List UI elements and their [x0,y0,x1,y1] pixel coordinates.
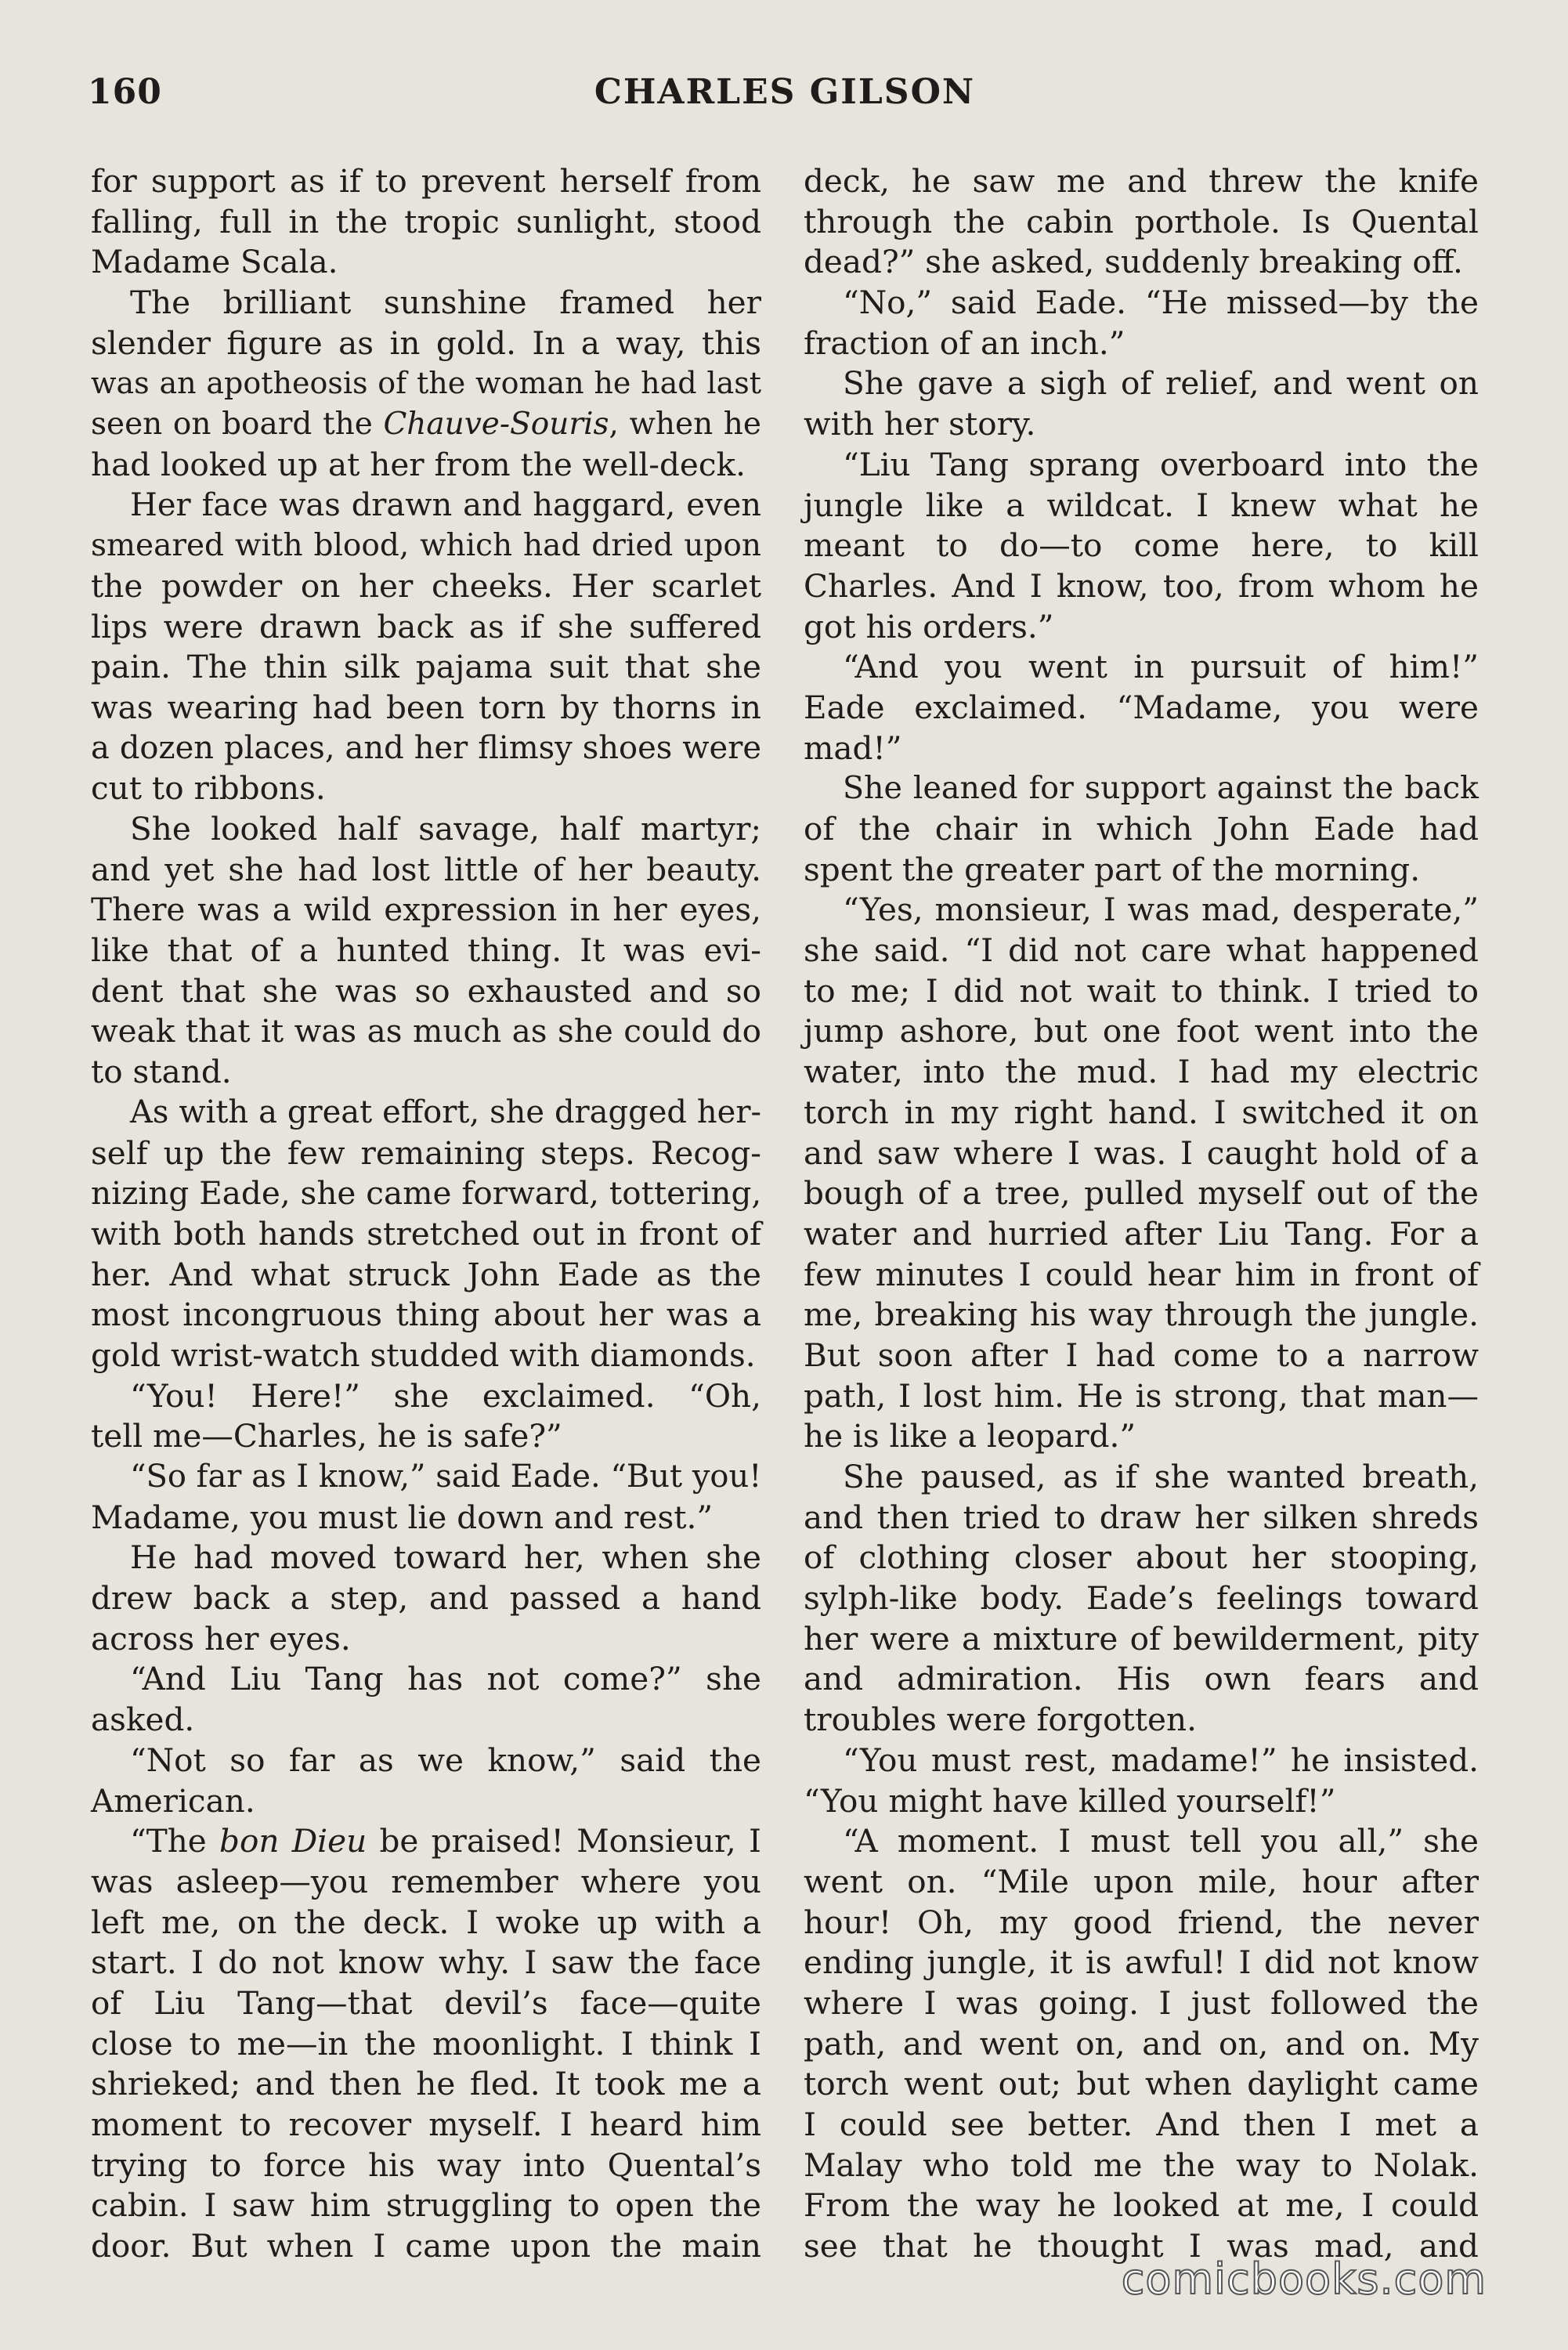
text-line: Her face was drawn and haggard, even [130,486,761,523]
text-line: There was a wild expression in her eyes, [91,891,761,929]
text-line: nizing Eade, she came forward, tottering, [91,1174,762,1213]
text-line: But soon after I had come to a narrow [804,1336,1479,1374]
text-line: He had moved toward her, when she [130,1538,761,1577]
text-line: deck, he saw me and threw the knife [804,162,1479,200]
text-line: troubles were forgotten. [804,1701,1197,1739]
text-line: cabin. I saw him struggling to open the [91,2186,761,2225]
text-line: falling, full in the tropic sunlight, stood [91,202,761,240]
text-line: ending jungle, it is awful! I did not know [804,1943,1479,1982]
text-line: water and hurried after Liu Tang. For a [804,1214,1479,1253]
text-line: weak that it was as much as she could do [91,1012,761,1050]
text-line: “Not so far as we know,” said the [130,1741,761,1779]
text-line: slender figure as in gold. In a way, this [91,324,761,362]
text-line: Madame Scala. [91,243,338,281]
text-line: “You must rest, madame!” he insisted. [843,1741,1479,1779]
text-line: mad!” [804,728,902,767]
text-line: jump ashore, but one foot went into the [804,1012,1479,1050]
text-line: to me; I did not wait to think. I tried to [804,971,1479,1010]
text-line: shrieked; and then he fled. It took me a [91,2065,761,2103]
text-line: with both hands stretched out in front of [91,1214,761,1253]
text-line: and saw where I was. I caught hold of a [804,1133,1479,1172]
text-line: where I was going. I just followed the [804,1983,1479,2022]
text-line: She gave a sigh of relief, and went on [843,364,1479,403]
text-line: water, into the mud. I had my electric [804,1053,1479,1091]
text-line: he is like a leopard.” [804,1417,1136,1455]
text-line: her were a mixture of bewilderment, pity [804,1619,1479,1658]
text-line: “You might have killed yourself!” [804,1781,1336,1820]
running-head: CHARLES GILSON [594,72,976,112]
text-line: through the cabin porthole. Is Quental [804,202,1479,240]
text-line: “A moment. I must tell you all,” she [843,1822,1479,1860]
page-number: 160 [88,72,162,112]
text-line: left me, on the deck. I woke up with a [91,1903,761,1941]
text-line: and then tried to draw her silken shreds [804,1498,1479,1536]
text-line: door. But when I came upon the main [91,2227,761,2265]
text-line: The brilliant sunshine framed her [130,284,761,322]
text-line: with her story. [804,405,1036,443]
text-line: “So far as I know,” said Eade. “But you! [130,1459,762,1495]
text-line: close to me—in the moonlight. I think I [91,2024,761,2063]
text-line: “You! Here!” she exclaimed. “Oh, [130,1376,761,1415]
text-line: path, I lost him. He is strong, that man— [804,1376,1479,1415]
text-line: she said. “I did not care what happened [804,931,1479,970]
text-line: torch in my right hand. I switched it on [804,1093,1479,1131]
text-line: As with a great effort, she dragged her- [130,1094,761,1130]
text-line: like that of a hunted thing. It was evi- [91,931,761,970]
text-line: start. I do not know why. I saw the face [91,1943,761,1982]
text-line: a dozen places, and her flimsy shoes were [91,729,761,766]
text-line: across her eyes. [91,1619,351,1658]
text-line: fraction of an inch.” [804,324,1125,362]
text-line: of the chair in which John Eade had [804,810,1479,848]
italic-text: Chauve-Souris [383,407,609,443]
text-line: She looked half savage, half martyr; [130,810,761,848]
text-line: Charles. And I know, too, from whom he [804,566,1479,605]
text-line: She paused, as if she wanted breath, [843,1458,1479,1495]
text-line: dead?” she asked, suddenly breaking off. [804,243,1463,281]
text-line: sylph-like body. Eade’s feelings toward [804,1579,1479,1618]
text-line: meant to do—to come here, to kill [804,526,1479,565]
text-line: see that he thought I was mad, and [804,2227,1479,2265]
text-line: moment to recover myself. I heard him [91,2106,761,2143]
text-line: From the way he looked at me, I could [804,2186,1479,2225]
text-line: tell me—Charles, he is safe?” [91,1417,562,1455]
text-line: was wearing had been torn by thorns in [91,688,761,726]
text-line: spent the greater part of the morning. [804,850,1421,888]
text-line: lips were drawn back as if she suffered [91,607,761,645]
text-line: had looked up at her from the well-deck. [91,445,746,483]
text-line: American. [91,1781,255,1820]
text-line: cut to ribbons. [91,769,326,808]
text-line: the powder on her cheeks. Her scarlet [91,566,761,605]
text-line: smeared with blood, which had dried upon [91,528,761,564]
text-line: her. And what struck John Eade as the [91,1255,761,1293]
text-line: few minutes I could hear him in front of [804,1255,1479,1293]
text-line: “And Liu Tang has not come?” she [130,1660,761,1698]
text-line: path, and went on, and on, and on. My [804,2024,1479,2063]
italic-text: bon Dieu [219,1822,367,1860]
text-line: torch went out; but when daylight came [804,2065,1479,2103]
text-line: bough of a tree, pulled myself out of the [804,1174,1479,1213]
text-line: hour! Oh, my good friend, the never [804,1903,1479,1941]
right-text-column [804,161,1479,2267]
text-line: of Liu Tang—that devil’s face—quite [91,1983,761,2022]
text-line: pain. The thin silk pajama suit that she [91,648,761,686]
text-line: me, breaking his way through the jungle. [804,1296,1479,1334]
text-line: Malay who told me the way to Nolak. [804,2146,1479,2184]
text-line: went on. “Mile upon mile, hour after [804,1862,1479,1900]
text-line: self up the few remaining steps. Recog- [91,1133,761,1172]
text-line: seen on board the Chauve-Souris, when he [91,407,761,443]
text-line: “Yes, monsieur, I was mad, desperate,” [843,891,1479,929]
text-line: “No,” said Eade. “He missed—by the [843,284,1479,322]
text-line: gold wrist-watch studded with diamonds. [91,1336,756,1374]
text-line: to stand. [91,1053,232,1091]
text-line: and admiration. His own fears and [804,1660,1479,1698]
page-header [88,72,1482,122]
watermark: comicbooks.com [1121,2254,1487,2304]
text-line: Madame, you must lie down and rest.” [91,1498,714,1536]
left-text-column [91,161,761,2267]
text-line: drew back a step, and passed a hand [91,1579,761,1618]
text-line: dent that she was so exhausted and so [91,971,761,1010]
text-line: got his orders.” [804,607,1054,645]
text-line: was an apotheosis of the woman he had last [91,366,761,401]
text-line: I could see better. And then I met a [804,2106,1479,2143]
text-line: asked. [91,1701,195,1739]
text-line: “The bon Dieu be praised! Monsieur, I [130,1822,761,1860]
text-line: most incongruous thing about her was a [91,1296,761,1334]
text-line: trying to force his way into Quental’s [91,2146,761,2184]
text-line: and yet she had lost little of her beauty. [91,850,761,888]
text-line: jungle like a wildcat. I knew what he [804,486,1479,524]
text-line: “Liu Tang sprang overboard into the [843,445,1479,483]
text-line: of clothing closer about her stooping, [804,1538,1479,1577]
text-line: “And you went in pursuit of him!” [843,648,1479,686]
text-line: was asleep—you remember where you [91,1862,761,1900]
text-line: Eade exclaimed. “Madame, you were [804,688,1479,726]
text-line: She leaned for support against the back [843,770,1479,807]
text-line: for support as if to prevent herself from [91,162,761,200]
